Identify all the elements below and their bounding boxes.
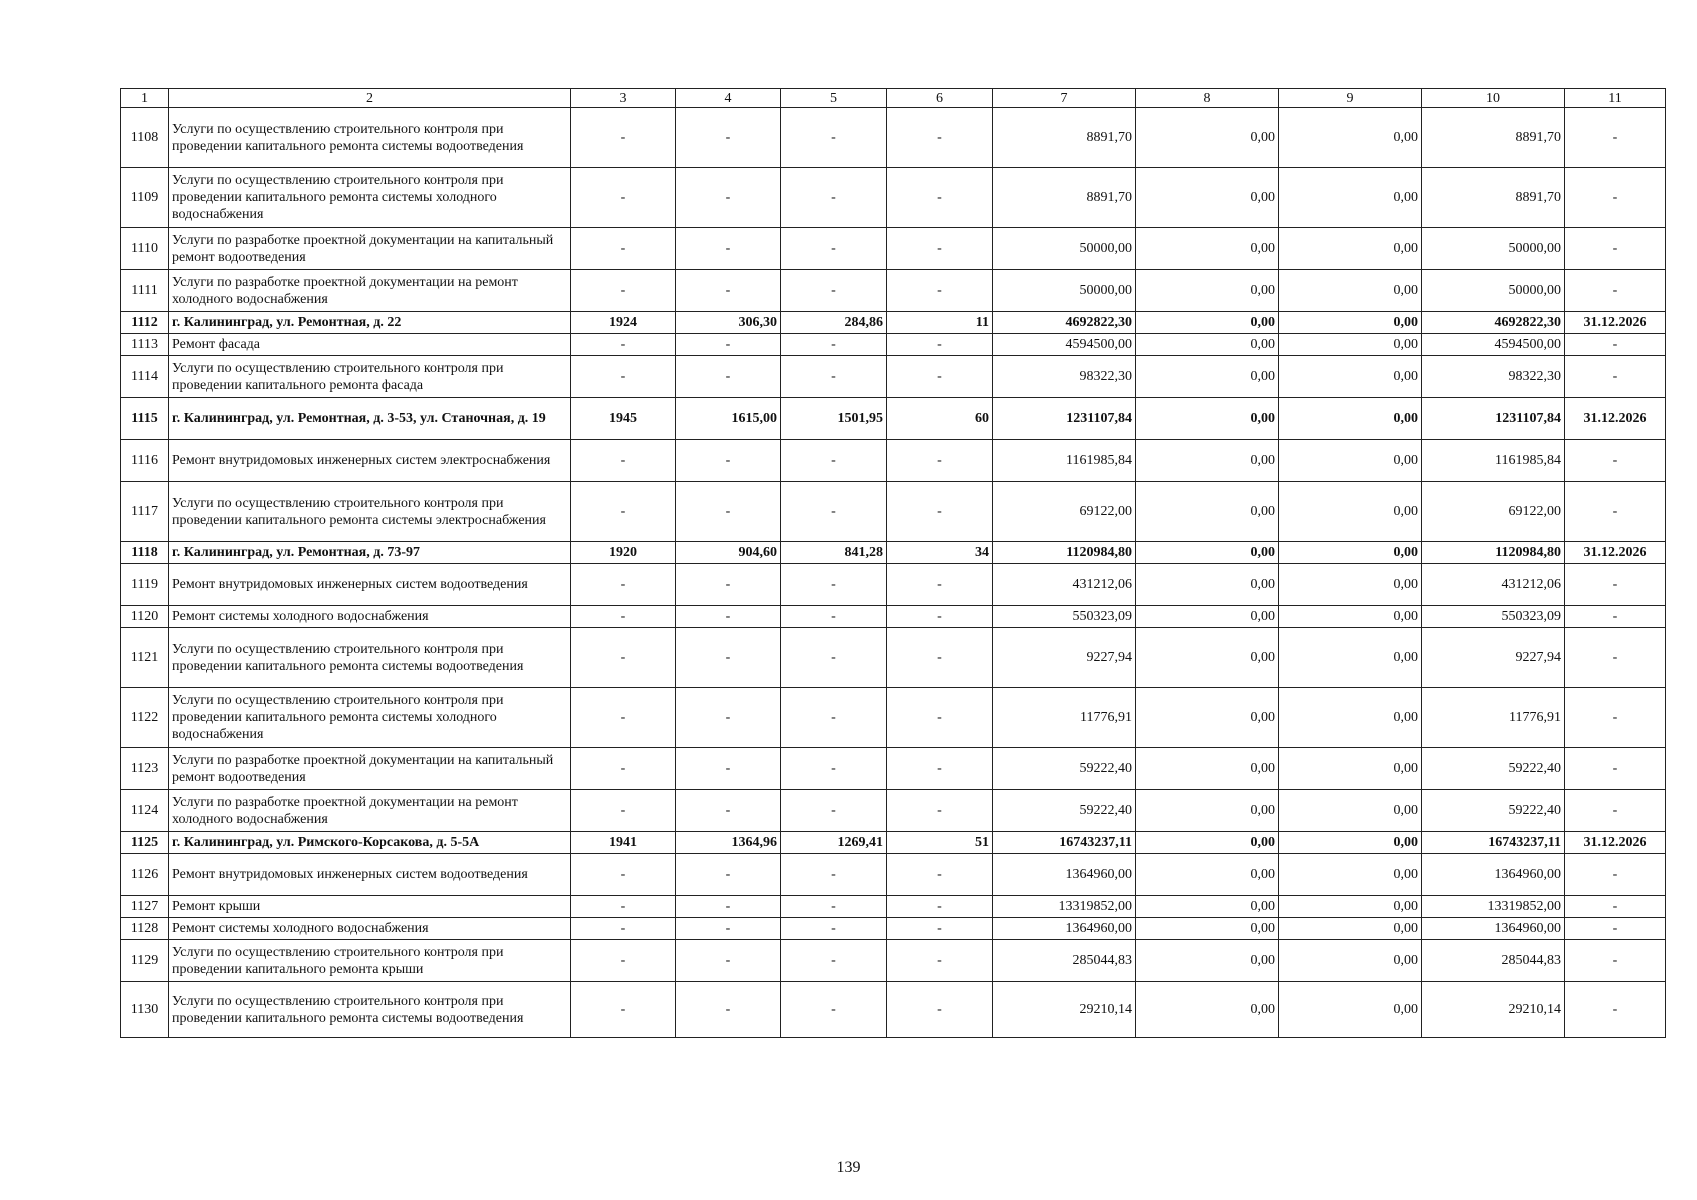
completion-date-cell: - xyxy=(1565,440,1666,482)
residents-count-cell: - xyxy=(887,628,993,688)
year-cell: - xyxy=(571,606,676,628)
year-cell: - xyxy=(571,688,676,748)
total-area-cell: - xyxy=(676,108,781,168)
year-cell: - xyxy=(571,108,676,168)
total-area-cell: - xyxy=(676,940,781,982)
cost-col9-cell: 0,00 xyxy=(1279,108,1422,168)
cost-col10-cell: 59222,40 xyxy=(1422,790,1565,832)
work-item-row xyxy=(121,896,1666,918)
cost-col8-cell: 0,00 xyxy=(1136,748,1279,790)
work-item-row xyxy=(121,940,1666,982)
cost-col8-cell: 0,00 xyxy=(1136,628,1279,688)
row-number-cell: 1126 xyxy=(121,854,169,896)
cost-col9-cell: 0,00 xyxy=(1279,482,1422,542)
year-cell: 1941 xyxy=(571,832,676,854)
completion-date-cell: - xyxy=(1565,606,1666,628)
completion-date-cell: - xyxy=(1565,790,1666,832)
cost-col10-cell: 550323,09 xyxy=(1422,606,1565,628)
column-number-cell: 8 xyxy=(1136,89,1279,108)
cost-col8-cell: 0,00 xyxy=(1136,228,1279,270)
column-number-cell: 1 xyxy=(121,89,169,108)
total-cost-cell: 9227,94 xyxy=(993,628,1136,688)
cost-col8-cell: 0,00 xyxy=(1136,832,1279,854)
total-cost-cell: 1120984,80 xyxy=(993,542,1136,564)
cost-col8-cell: 0,00 xyxy=(1136,688,1279,748)
cost-col8-cell: 0,00 xyxy=(1136,270,1279,312)
total-area-cell: - xyxy=(676,854,781,896)
cost-col8-cell: 0,00 xyxy=(1136,168,1279,228)
living-area-cell: - xyxy=(781,982,887,1038)
column-number-cell: 9 xyxy=(1279,89,1422,108)
row-number-cell: 1122 xyxy=(121,688,169,748)
cost-col9-cell: 0,00 xyxy=(1279,854,1422,896)
year-cell: - xyxy=(571,440,676,482)
work-description-cell: Ремонт системы холодного водоснабжения xyxy=(169,606,571,628)
completion-date-cell: - xyxy=(1565,748,1666,790)
year-cell: - xyxy=(571,896,676,918)
year-cell: 1920 xyxy=(571,542,676,564)
total-cost-cell: 59222,40 xyxy=(993,790,1136,832)
cost-col9-cell: 0,00 xyxy=(1279,606,1422,628)
row-number-cell: 1127 xyxy=(121,896,169,918)
total-cost-cell: 29210,14 xyxy=(993,982,1136,1038)
total-cost-cell: 1231107,84 xyxy=(993,398,1136,440)
total-cost-cell: 1364960,00 xyxy=(993,918,1136,940)
residents-count-cell: - xyxy=(887,440,993,482)
year-cell: - xyxy=(571,748,676,790)
work-item-row xyxy=(121,918,1666,940)
year-cell: - xyxy=(571,854,676,896)
living-area-cell: 1501,95 xyxy=(781,398,887,440)
cost-col10-cell: 16743237,11 xyxy=(1422,832,1565,854)
completion-date-cell: 31.12.2026 xyxy=(1565,832,1666,854)
completion-date-cell: 31.12.2026 xyxy=(1565,542,1666,564)
total-cost-cell: 13319852,00 xyxy=(993,896,1136,918)
work-description-cell: г. Калининград, ул. Ремонтная, д. 3-53, ул. Станочная, д. 19 xyxy=(169,398,571,440)
column-number-cell: 3 xyxy=(571,89,676,108)
row-number-cell: 1124 xyxy=(121,790,169,832)
work-description-cell: Услуги по осуществлению строительного контроля при проведении капитального ремонта системы водоотведения xyxy=(169,108,571,168)
cost-col8-cell: 0,00 xyxy=(1136,854,1279,896)
residents-count-cell: 34 xyxy=(887,542,993,564)
residents-count-cell: 60 xyxy=(887,398,993,440)
cost-col10-cell: 13319852,00 xyxy=(1422,896,1565,918)
living-area-cell: - xyxy=(781,356,887,398)
living-area-cell: - xyxy=(781,108,887,168)
total-cost-cell: 50000,00 xyxy=(993,228,1136,270)
cost-col9-cell: 0,00 xyxy=(1279,918,1422,940)
cost-col9-cell: 0,00 xyxy=(1279,270,1422,312)
total-area-cell: - xyxy=(676,918,781,940)
work-item-row xyxy=(121,628,1666,688)
total-area-cell: - xyxy=(676,168,781,228)
work-item-row xyxy=(121,606,1666,628)
total-area-cell: - xyxy=(676,482,781,542)
cost-col9-cell: 0,00 xyxy=(1279,564,1422,606)
cost-col8-cell: 0,00 xyxy=(1136,482,1279,542)
completion-date-cell: - xyxy=(1565,628,1666,688)
cost-col8-cell: 0,00 xyxy=(1136,356,1279,398)
total-area-cell: - xyxy=(676,356,781,398)
living-area-cell: 284,86 xyxy=(781,312,887,334)
living-area-cell: 1269,41 xyxy=(781,832,887,854)
cost-col8-cell: 0,00 xyxy=(1136,108,1279,168)
living-area-cell: 841,28 xyxy=(781,542,887,564)
residents-count-cell: - xyxy=(887,918,993,940)
cost-col9-cell: 0,00 xyxy=(1279,688,1422,748)
work-description-cell: Ремонт внутридомовых инженерных систем водоотведения xyxy=(169,564,571,606)
completion-date-cell: - xyxy=(1565,334,1666,356)
work-description-cell: Услуги по разработке проектной документации на ремонт холодного водоснабжения xyxy=(169,790,571,832)
work-item-row xyxy=(121,356,1666,398)
residents-count-cell: - xyxy=(887,940,993,982)
total-cost-cell: 11776,91 xyxy=(993,688,1136,748)
work-item-row xyxy=(121,748,1666,790)
work-description-cell: г. Калининград, ул. Римского-Корсакова, д. 5-5А xyxy=(169,832,571,854)
total-area-cell: 1364,96 xyxy=(676,832,781,854)
total-cost-cell: 285044,83 xyxy=(993,940,1136,982)
living-area-cell: - xyxy=(781,228,887,270)
year-cell: - xyxy=(571,790,676,832)
living-area-cell: - xyxy=(781,748,887,790)
row-number-cell: 1120 xyxy=(121,606,169,628)
year-cell: 1945 xyxy=(571,398,676,440)
total-cost-cell: 550323,09 xyxy=(993,606,1136,628)
total-area-cell: - xyxy=(676,748,781,790)
cost-col10-cell: 431212,06 xyxy=(1422,564,1565,606)
cost-col10-cell: 8891,70 xyxy=(1422,168,1565,228)
cost-col8-cell: 0,00 xyxy=(1136,312,1279,334)
completion-date-cell: 31.12.2026 xyxy=(1565,398,1666,440)
residents-count-cell: - xyxy=(887,748,993,790)
cost-col9-cell: 0,00 xyxy=(1279,334,1422,356)
work-description-cell: Услуги по разработке проектной документации на капитальный ремонт водоотведения xyxy=(169,228,571,270)
work-description-cell: Ремонт внутридомовых инженерных систем водоотведения xyxy=(169,854,571,896)
total-cost-cell: 4594500,00 xyxy=(993,334,1136,356)
column-number-cell: 2 xyxy=(169,89,571,108)
work-item-row xyxy=(121,168,1666,228)
total-cost-cell: 431212,06 xyxy=(993,564,1136,606)
cost-col9-cell: 0,00 xyxy=(1279,440,1422,482)
total-area-cell: - xyxy=(676,688,781,748)
address-row xyxy=(121,542,1666,564)
completion-date-cell: - xyxy=(1565,356,1666,398)
work-item-row xyxy=(121,228,1666,270)
row-number-cell: 1113 xyxy=(121,334,169,356)
total-area-cell: - xyxy=(676,628,781,688)
completion-date-cell: - xyxy=(1565,168,1666,228)
work-description-cell: Услуги по осуществлению строительного контроля при проведении капитального ремонта крыши xyxy=(169,940,571,982)
living-area-cell: - xyxy=(781,940,887,982)
residents-count-cell: - xyxy=(887,854,993,896)
residents-count-cell: 51 xyxy=(887,832,993,854)
cost-col10-cell: 8891,70 xyxy=(1422,108,1565,168)
cost-col9-cell: 0,00 xyxy=(1279,542,1422,564)
cost-col10-cell: 1161985,84 xyxy=(1422,440,1565,482)
work-description-cell: Ремонт фасада xyxy=(169,334,571,356)
cost-col8-cell: 0,00 xyxy=(1136,918,1279,940)
row-number-cell: 1121 xyxy=(121,628,169,688)
year-cell: - xyxy=(571,270,676,312)
living-area-cell: - xyxy=(781,896,887,918)
work-description-cell: Услуги по разработке проектной документации на капитальный ремонт водоотведения xyxy=(169,748,571,790)
row-number-cell: 1129 xyxy=(121,940,169,982)
work-item-row xyxy=(121,982,1666,1038)
living-area-cell: - xyxy=(781,168,887,228)
cost-col8-cell: 0,00 xyxy=(1136,606,1279,628)
total-area-cell: - xyxy=(676,564,781,606)
cost-col10-cell: 98322,30 xyxy=(1422,356,1565,398)
work-description-cell: Услуги по осуществлению строительного контроля при проведении капитального ремонта системы водоотведения xyxy=(169,628,571,688)
total-cost-cell: 98322,30 xyxy=(993,356,1136,398)
total-area-cell: 306,30 xyxy=(676,312,781,334)
completion-date-cell: - xyxy=(1565,982,1666,1038)
completion-date-cell: - xyxy=(1565,108,1666,168)
residents-count-cell: - xyxy=(887,790,993,832)
cost-col10-cell: 9227,94 xyxy=(1422,628,1565,688)
work-description-cell: Ремонт системы холодного водоснабжения xyxy=(169,918,571,940)
total-area-cell: - xyxy=(676,228,781,270)
cost-col9-cell: 0,00 xyxy=(1279,940,1422,982)
cost-col10-cell: 11776,91 xyxy=(1422,688,1565,748)
cost-col8-cell: 0,00 xyxy=(1136,790,1279,832)
total-cost-cell: 8891,70 xyxy=(993,168,1136,228)
completion-date-cell: - xyxy=(1565,688,1666,748)
work-item-row xyxy=(121,108,1666,168)
cost-col9-cell: 0,00 xyxy=(1279,982,1422,1038)
completion-date-cell: - xyxy=(1565,270,1666,312)
work-item-row xyxy=(121,790,1666,832)
work-description-cell: Ремонт крыши xyxy=(169,896,571,918)
living-area-cell: - xyxy=(781,606,887,628)
living-area-cell: - xyxy=(781,688,887,748)
cost-col8-cell: 0,00 xyxy=(1136,940,1279,982)
total-area-cell: - xyxy=(676,440,781,482)
row-number-cell: 1128 xyxy=(121,918,169,940)
completion-date-cell: - xyxy=(1565,564,1666,606)
living-area-cell: - xyxy=(781,564,887,606)
residents-count-cell: - xyxy=(887,168,993,228)
total-cost-cell: 50000,00 xyxy=(993,270,1136,312)
year-cell: 1924 xyxy=(571,312,676,334)
row-number-cell: 1108 xyxy=(121,108,169,168)
cost-col9-cell: 0,00 xyxy=(1279,748,1422,790)
total-area-cell: - xyxy=(676,896,781,918)
cost-col9-cell: 0,00 xyxy=(1279,356,1422,398)
cost-col10-cell: 1364960,00 xyxy=(1422,918,1565,940)
year-cell: - xyxy=(571,940,676,982)
cost-col8-cell: 0,00 xyxy=(1136,564,1279,606)
cost-col9-cell: 0,00 xyxy=(1279,312,1422,334)
living-area-cell: - xyxy=(781,270,887,312)
total-cost-cell: 69122,00 xyxy=(993,482,1136,542)
residents-count-cell: - xyxy=(887,356,993,398)
column-number-cell: 4 xyxy=(676,89,781,108)
cost-col10-cell: 4692822,30 xyxy=(1422,312,1565,334)
completion-date-cell: - xyxy=(1565,896,1666,918)
year-cell: - xyxy=(571,482,676,542)
year-cell: - xyxy=(571,982,676,1038)
completion-date-cell: - xyxy=(1565,854,1666,896)
column-number-cell: 6 xyxy=(887,89,993,108)
cost-col8-cell: 0,00 xyxy=(1136,542,1279,564)
cost-col9-cell: 0,00 xyxy=(1279,628,1422,688)
total-cost-cell: 4692822,30 xyxy=(993,312,1136,334)
cost-col8-cell: 0,00 xyxy=(1136,334,1279,356)
residents-count-cell: - xyxy=(887,688,993,748)
cost-col10-cell: 4594500,00 xyxy=(1422,334,1565,356)
year-cell: - xyxy=(571,564,676,606)
row-number-cell: 1117 xyxy=(121,482,169,542)
completion-date-cell: - xyxy=(1565,940,1666,982)
year-cell: - xyxy=(571,228,676,270)
completion-date-cell: 31.12.2026 xyxy=(1565,312,1666,334)
living-area-cell: - xyxy=(781,790,887,832)
cost-col8-cell: 0,00 xyxy=(1136,440,1279,482)
total-cost-cell: 59222,40 xyxy=(993,748,1136,790)
total-area-cell: 1615,00 xyxy=(676,398,781,440)
work-description-cell: Услуги по осуществлению строительного контроля при проведении капитального ремонта системы холодного водоснабжения xyxy=(169,688,571,748)
row-number-cell: 1110 xyxy=(121,228,169,270)
year-cell: - xyxy=(571,918,676,940)
work-description-cell: Услуги по осуществлению строительного контроля при проведении капитального ремонта фасада xyxy=(169,356,571,398)
residents-count-cell: - xyxy=(887,334,993,356)
living-area-cell: - xyxy=(781,854,887,896)
cost-col8-cell: 0,00 xyxy=(1136,398,1279,440)
year-cell: - xyxy=(571,356,676,398)
cost-col9-cell: 0,00 xyxy=(1279,790,1422,832)
work-description-cell: Ремонт внутридомовых инженерных систем электроснабжения xyxy=(169,440,571,482)
cost-col8-cell: 0,00 xyxy=(1136,896,1279,918)
cost-col10-cell: 1231107,84 xyxy=(1422,398,1565,440)
residents-count-cell: - xyxy=(887,606,993,628)
total-area-cell: 904,60 xyxy=(676,542,781,564)
work-item-row xyxy=(121,440,1666,482)
row-number-cell: 1112 xyxy=(121,312,169,334)
work-description-cell: Услуги по осуществлению строительного контроля при проведении капитального ремонта системы водоотведения xyxy=(169,982,571,1038)
capital-repair-table xyxy=(120,88,1666,1038)
cost-col10-cell: 50000,00 xyxy=(1422,270,1565,312)
work-description-cell: г. Калининград, ул. Ремонтная, д. 22 xyxy=(169,312,571,334)
row-number-cell: 1115 xyxy=(121,398,169,440)
address-row xyxy=(121,832,1666,854)
residents-count-cell: - xyxy=(887,982,993,1038)
living-area-cell: - xyxy=(781,334,887,356)
residents-count-cell: - xyxy=(887,228,993,270)
row-number-cell: 1123 xyxy=(121,748,169,790)
year-cell: - xyxy=(571,168,676,228)
year-cell: - xyxy=(571,628,676,688)
work-description-cell: Услуги по разработке проектной документации на ремонт холодного водоснабжения xyxy=(169,270,571,312)
total-area-cell: - xyxy=(676,606,781,628)
completion-date-cell: - xyxy=(1565,918,1666,940)
cost-col10-cell: 50000,00 xyxy=(1422,228,1565,270)
column-number-cell: 11 xyxy=(1565,89,1666,108)
work-description-cell: г. Калининград, ул. Ремонтная, д. 73-97 xyxy=(169,542,571,564)
total-area-cell: - xyxy=(676,982,781,1038)
total-cost-cell: 1161985,84 xyxy=(993,440,1136,482)
work-item-row xyxy=(121,854,1666,896)
residents-count-cell: - xyxy=(887,564,993,606)
column-number-row xyxy=(121,89,1666,108)
work-item-row xyxy=(121,482,1666,542)
work-description-cell: Услуги по осуществлению строительного контроля при проведении капитального ремонта системы электроснабжения xyxy=(169,482,571,542)
page-number: 139 xyxy=(836,1159,861,1176)
cost-col9-cell: 0,00 xyxy=(1279,398,1422,440)
cost-col9-cell: 0,00 xyxy=(1279,228,1422,270)
cost-col10-cell: 285044,83 xyxy=(1422,940,1565,982)
work-item-row xyxy=(121,334,1666,356)
cost-col9-cell: 0,00 xyxy=(1279,832,1422,854)
cost-col10-cell: 29210,14 xyxy=(1422,982,1565,1038)
cost-col10-cell: 69122,00 xyxy=(1422,482,1565,542)
address-row xyxy=(121,398,1666,440)
cost-col10-cell: 1120984,80 xyxy=(1422,542,1565,564)
column-number-cell: 7 xyxy=(993,89,1136,108)
total-area-cell: - xyxy=(676,790,781,832)
living-area-cell: - xyxy=(781,918,887,940)
completion-date-cell: - xyxy=(1565,482,1666,542)
living-area-cell: - xyxy=(781,482,887,542)
row-number-cell: 1125 xyxy=(121,832,169,854)
row-number-cell: 1119 xyxy=(121,564,169,606)
work-description-cell: Услуги по осуществлению строительного контроля при проведении капитального ремонта системы холодного водоснабжения xyxy=(169,168,571,228)
cost-col10-cell: 1364960,00 xyxy=(1422,854,1565,896)
row-number-cell: 1118 xyxy=(121,542,169,564)
work-item-row xyxy=(121,270,1666,312)
residents-count-cell: - xyxy=(887,270,993,312)
row-number-cell: 1114 xyxy=(121,356,169,398)
completion-date-cell: - xyxy=(1565,228,1666,270)
total-area-cell: - xyxy=(676,334,781,356)
row-number-cell: 1116 xyxy=(121,440,169,482)
year-cell: - xyxy=(571,334,676,356)
living-area-cell: - xyxy=(781,628,887,688)
residents-count-cell: - xyxy=(887,108,993,168)
residents-count-cell: - xyxy=(887,896,993,918)
column-number-cell: 10 xyxy=(1422,89,1565,108)
row-number-cell: 1130 xyxy=(121,982,169,1038)
cost-col10-cell: 59222,40 xyxy=(1422,748,1565,790)
total-cost-cell: 1364960,00 xyxy=(993,854,1136,896)
row-number-cell: 1109 xyxy=(121,168,169,228)
living-area-cell: - xyxy=(781,440,887,482)
work-item-row xyxy=(121,688,1666,748)
residents-count-cell: 11 xyxy=(887,312,993,334)
work-item-row xyxy=(121,564,1666,606)
cost-col8-cell: 0,00 xyxy=(1136,982,1279,1038)
column-number-cell: 5 xyxy=(781,89,887,108)
row-number-cell: 1111 xyxy=(121,270,169,312)
total-cost-cell: 8891,70 xyxy=(993,108,1136,168)
total-cost-cell: 16743237,11 xyxy=(993,832,1136,854)
cost-col9-cell: 0,00 xyxy=(1279,168,1422,228)
residents-count-cell: - xyxy=(887,482,993,542)
total-area-cell: - xyxy=(676,270,781,312)
address-row xyxy=(121,312,1666,334)
cost-col9-cell: 0,00 xyxy=(1279,896,1422,918)
